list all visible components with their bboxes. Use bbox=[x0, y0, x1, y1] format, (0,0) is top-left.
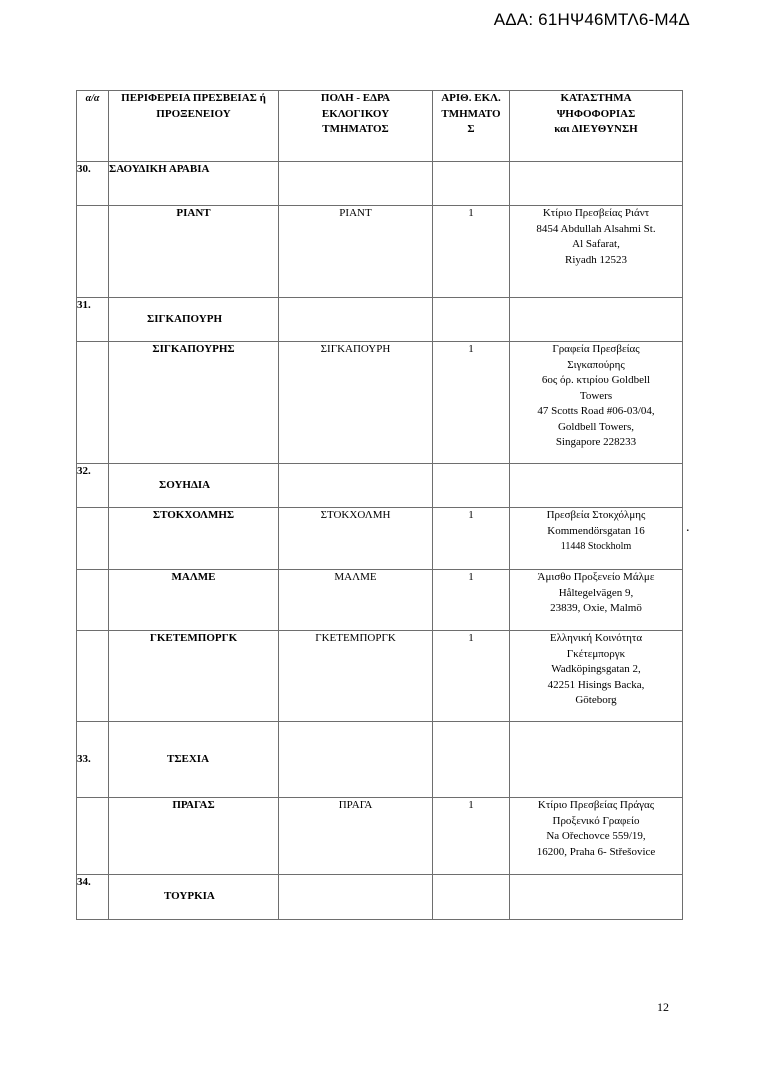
address-cell: Ελληνική Κοινότητα Γκέτεμποργκ Wadköpingsgatan 2, 42251 Hisings Backa, Göteborg bbox=[510, 631, 683, 722]
row-number: 30. bbox=[77, 162, 109, 206]
count-cell: 1 bbox=[433, 798, 510, 875]
count-cell: 1 bbox=[433, 631, 510, 722]
table-row bbox=[77, 722, 683, 798]
region-cell: ΡΙΑΝΤ bbox=[109, 206, 279, 298]
polling-stations-table bbox=[76, 90, 683, 920]
country-name: ΤΣΕΧΙΑ bbox=[109, 722, 279, 798]
region-cell: ΠΡΑΓΑΣ bbox=[109, 798, 279, 875]
address-cell: Κτίριο Πρεσβείας Πράγας Προξενικό Γραφείο Na Ořechovce 559/19, 16200, Praha 6- Střešovice bbox=[510, 798, 683, 875]
col-count-header: ΑΡΙΘ. ΕΚΛ. ΤΜΗΜΑΤΟ Σ bbox=[433, 91, 510, 162]
country-name: ΣΟΥΗΔΙΑ bbox=[109, 464, 279, 508]
table-row bbox=[77, 508, 683, 570]
table-row bbox=[77, 206, 683, 298]
count-cell: 1 bbox=[433, 570, 510, 631]
table-row bbox=[77, 570, 683, 631]
city-cell: ΜΑΛΜΕ bbox=[279, 570, 433, 631]
address-cell: Άμισθο Προξενείο Μάλμε Håltegelvägen 9, 23839, Oxie, Malmö bbox=[510, 570, 683, 631]
country-name: ΣΙΓΚΑΠΟΥΡΗ bbox=[109, 298, 279, 342]
row-number: 32. bbox=[77, 464, 109, 508]
table-row bbox=[77, 342, 683, 464]
city-cell: ΣΤΟΚΧΟΛΜΗ bbox=[279, 508, 433, 570]
region-cell: ΓΚΕΤΕΜΠΟΡΓΚ bbox=[109, 631, 279, 722]
col-aa-header: α/α bbox=[77, 91, 109, 162]
table-row bbox=[77, 798, 683, 875]
city-cell: ΓΚΕΤΕΜΠΟΡΓΚ bbox=[279, 631, 433, 722]
row-number: 34. bbox=[77, 875, 109, 920]
col-store-header: ΚΑΤΑΣΤΗΜΑ ΨΗΦΟΦΟΡΙΑΣ και ΔΙΕΥΘΥΝΣΗ bbox=[510, 91, 683, 162]
count-cell: 1 bbox=[433, 342, 510, 464]
col-region-header: ΠΕΡΙΦΕΡΕΙΑ ΠΡΕΣΒΕΙΑΣ ή ΠΡΟΞΕΝΕΙΟΥ bbox=[109, 91, 279, 162]
col-city-header: ΠΟΛΗ - ΕΔΡΑ ΕΚΛΟΓΙΚΟΥ ΤΜΗΜΑΤΟΣ bbox=[279, 91, 433, 162]
page-number: 12 bbox=[657, 1000, 669, 1014]
table-row bbox=[77, 631, 683, 722]
country-name: ΣΑΟΥΔΙΚΗ ΑΡΑΒΙΑ bbox=[109, 162, 279, 206]
table-row bbox=[77, 875, 683, 920]
region-cell: ΣΙΓΚΑΠΟΥΡΗΣ bbox=[109, 342, 279, 464]
region-cell: ΜΑΛΜΕ bbox=[109, 570, 279, 631]
table-row bbox=[77, 298, 683, 342]
country-name: ΤΟΥΡΚΙΑ bbox=[109, 875, 279, 920]
count-cell: 1 bbox=[433, 508, 510, 570]
address-cell: Κτίριο Πρεσβείας Ριάντ 8454 Abdullah Alsahmi St. Al Safarat, Riyadh 12523 bbox=[510, 206, 683, 298]
table-row bbox=[77, 464, 683, 508]
row-number: 33. bbox=[77, 722, 109, 798]
address-cell: Γραφεία Πρεσβείας Σιγκαπούρης 6ος όρ. κτιρίου Goldbell Towers 47 Scotts Road #06-03/04, Goldbell Towers, Singapore 228233 bbox=[510, 342, 683, 464]
table-header-row bbox=[77, 91, 683, 162]
count-cell: 1 bbox=[433, 206, 510, 298]
ada-code: ΑΔΑ: 61ΗΨ46ΜΤΛ6-Μ4Δ bbox=[493, 10, 690, 29]
row-number: 31. bbox=[77, 298, 109, 342]
side-mark: . bbox=[686, 520, 690, 535]
city-cell: ΡΙΑΝΤ bbox=[279, 206, 433, 298]
table-row bbox=[77, 162, 683, 206]
address-cell: Πρεσβεία Στοκχόλμης Kommendörsgatan 16 11448 Stockholm bbox=[510, 508, 683, 570]
region-cell: ΣΤΟΚΧΟΛΜΗΣ bbox=[109, 508, 279, 570]
city-cell: ΠΡΑΓΑ bbox=[279, 798, 433, 875]
city-cell: ΣΙΓΚΑΠΟΥΡΗ bbox=[279, 342, 433, 464]
